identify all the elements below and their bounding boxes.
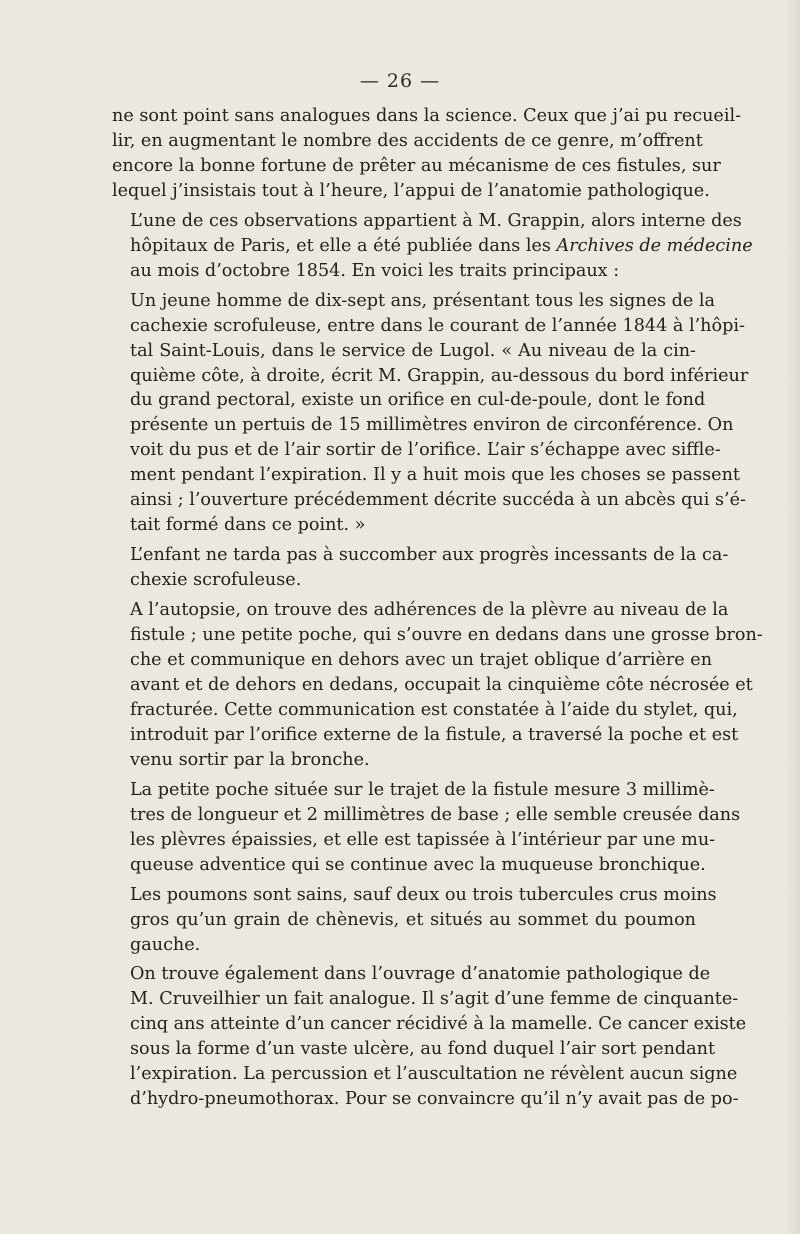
text-line: gauche. <box>130 934 201 955</box>
text-line: lir, en augmentant le nombre des accidents de ce genre, m’offrent <box>112 130 703 151</box>
text-line: ainsi ; l’ouverture précédemment décrite succéda à un abcès qui s’é- <box>130 490 746 511</box>
text-line: tres de longueur et 2 millimètres de base ; elle semble creusée dans <box>130 804 741 825</box>
text-line: Les poumons sont sains, sauf deux ou trois tubercules crus moins <box>130 884 717 905</box>
page-number: — 26 — <box>359 70 441 92</box>
text-line: au mois d’octobre 1854. En voici les traits principaux : <box>130 260 620 281</box>
text-line: venu sortir par la bronche. <box>130 749 370 770</box>
text-line: du grand pectoral, existe un orifice en cul-de-poule, dont le fond <box>130 390 706 411</box>
text-line: M. Cruveilhier un fait analogue. Il s’agit d’une femme de cinquante- <box>130 989 739 1010</box>
text-line: che et communique en dehors avec un trajet oblique d’arrière en <box>130 650 713 671</box>
paragraph-6 <box>112 778 741 878</box>
journal-title: Archives de médecine <box>556 235 753 256</box>
text-line: A l’autopsie, on trouve des adhérences de la plèvre au niveau de la <box>130 600 729 621</box>
text-line-part: hôpitaux de Paris, et elle a été publiée dans les <box>130 235 557 256</box>
paragraph-7 <box>112 883 717 958</box>
text-line: fistule ; une petite poche, qui s’ouvre en dedans dans une grosse bron- <box>130 625 763 646</box>
text-line: introduit par l’orifice externe de la fistule, a traversé la poche et est <box>130 724 739 745</box>
text-line: d’hydro-pneumothorax. Pour se convaincre qu’il n’y avait pas de po- <box>130 1089 739 1110</box>
paragraph-5 <box>112 598 763 773</box>
text-line: fracturée. Cette communication est constatée à l’aide du stylet, qui, <box>130 699 738 720</box>
text-line: voit du pus et de l’air sortir de l’orifice. L’air s’échappe avec siffle- <box>130 440 721 461</box>
text-line: présente un pertuis de 15 millimètres environ de circonférence. On <box>130 415 734 436</box>
text-line: cinq ans atteinte d’un cancer récidivé à la mamelle. Ce cancer existe <box>130 1014 747 1035</box>
text-line: chexie scrofuleuse. <box>130 570 302 591</box>
paragraph-1 <box>112 104 742 204</box>
text-line: cachexie scrofuleuse, entre dans le courant de l’année 1844 à l’hôpi- <box>130 315 745 336</box>
text-line: les plèvres épaissies, et elle est tapissée à l’intérieur par une mu- <box>130 829 716 850</box>
text-line <box>112 234 753 259</box>
text-line: quième côte, à droite, écrit M. Grappin, au-dessous du bord inférieur <box>130 365 749 386</box>
text-line: ne sont point sans analogues dans la science. Ceux que j’ai pu recueil- <box>112 106 742 126</box>
page-edge-shadow <box>786 0 800 1234</box>
paragraph-3 <box>112 289 749 539</box>
paragraph-4 <box>112 543 729 593</box>
body-text <box>112 104 763 1112</box>
text-line: gros qu’un grain de chènevis, et situés au sommet du poumon <box>130 909 696 930</box>
text-line: encore la bonne fortune de prêter au mécanisme de ces fistules, sur <box>112 155 721 176</box>
text-line: avant et de dehors en dedans, occupait la cinquième côte nécrosée et <box>130 674 753 695</box>
text-line: l’expiration. La percussion et l’auscultation ne révèlent aucun signe <box>130 1064 738 1085</box>
text-line: La petite poche située sur le trajet de la fistule mesure 3 millimè- <box>130 779 715 800</box>
text-line: tal Saint-Louis, dans le service de Lugol. « Au niveau de la cin- <box>130 340 696 361</box>
text-line: ment pendant l’expiration. Il y a huit mois que les choses se passent <box>130 465 740 486</box>
text-line: L’une de ces observations appartient à M. Grappin, alors interne des <box>130 210 742 231</box>
text-line: sous la forme d’un vaste ulcère, au fond duquel l’air sort pendant <box>130 1039 716 1060</box>
text-line: queuse adventice qui se continue avec la muqueuse bronchique. <box>130 854 706 875</box>
text-line: L’enfant ne tarda pas à succomber aux progrès incessants de la ca- <box>130 545 729 566</box>
paragraph-2 <box>112 209 753 284</box>
text-line: Un jeune homme de dix-sept ans, présentant tous les signes de la <box>130 290 716 311</box>
text-line: On trouve également dans l’ouvrage d’anatomie pathologique de <box>130 964 711 985</box>
text-line: tait formé dans ce point. » <box>130 515 366 536</box>
paragraph-8 <box>112 962 747 1112</box>
text-line: lequel j’insistais tout à l’heure, l’appui de l’anatomie pathologique. <box>112 180 710 201</box>
